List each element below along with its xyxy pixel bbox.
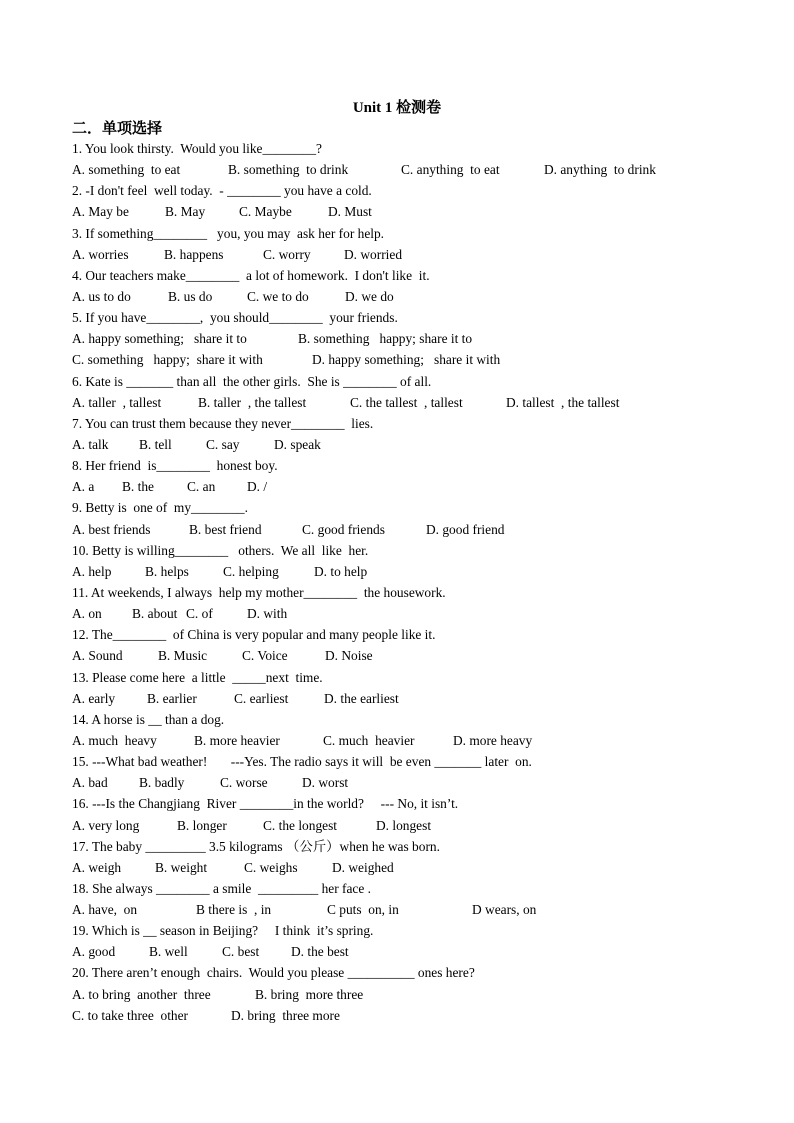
option-a: A. best friends <box>72 521 151 537</box>
option-b: B. bring more three <box>255 986 364 1002</box>
question-text: 11. At weekends, I always help my mother________ the housework. <box>72 584 446 600</box>
option-a: A. on <box>72 606 102 622</box>
question-text: 4. Our teachers make________ a lot of homework. I don't like it. <box>72 267 430 283</box>
option-b: B. more heavier <box>194 732 280 748</box>
option-a: A. talk <box>72 436 109 452</box>
question-text: 1. You look thirsty. Would you like________? <box>72 141 323 156</box>
option-c: C puts on, in <box>327 902 399 918</box>
question-text: 14. A horse is __ than a dog. <box>72 711 225 727</box>
option-d: D. to help <box>314 563 368 579</box>
options-row <box>72 815 762 836</box>
option-c: C. of <box>186 606 213 622</box>
options-row <box>72 730 762 751</box>
option-b: B. taller , the tallest <box>198 394 307 410</box>
option-d: D. longest <box>376 817 432 833</box>
option-b: B. something happy; share it to <box>298 331 473 347</box>
option-d: D. with <box>247 606 288 622</box>
option-d: D. / <box>247 479 268 495</box>
option-c: C. best <box>222 944 260 960</box>
option-a: A. Sound <box>72 648 123 664</box>
options-row <box>72 645 762 666</box>
option-c: C. an <box>187 479 216 495</box>
option-a: A. to bring another three <box>72 986 211 1002</box>
option-c: C. Maybe <box>239 204 292 220</box>
option-d: D. Must <box>328 204 372 220</box>
options-row <box>72 328 762 349</box>
option-a: A. May be <box>72 204 129 220</box>
options-row <box>72 1005 762 1026</box>
option-a: A. very long <box>72 817 140 833</box>
option-a: A. good <box>72 944 116 960</box>
options-row <box>72 476 762 497</box>
option-b: B. the <box>122 479 154 495</box>
page-title: Unit 1 检测卷 <box>352 100 442 116</box>
option-d: D. worried <box>344 246 403 262</box>
question-text: 2. -I don't feel well today. - ________ you have a cold. <box>72 183 372 199</box>
question-text: 12. The________ of China is very popular and many people like it. <box>72 627 436 643</box>
option-c: C. the longest <box>263 817 338 833</box>
option-a: A. much heavy <box>72 732 157 748</box>
question-text: 16. ---Is the Changjiang River ________in the world? --- No, it isn’t. <box>72 796 459 812</box>
option-a: A. a <box>72 479 95 495</box>
option-a: A. help <box>72 563 112 579</box>
option-d: D. good friend <box>426 521 505 537</box>
options-row <box>72 392 762 413</box>
question-text: 8. Her friend is________ honest boy. <box>72 458 278 474</box>
options-row <box>72 349 762 370</box>
section-heading: 二．单项选择 <box>72 121 163 137</box>
options-row <box>72 286 762 307</box>
option-c: C. worse <box>220 775 268 791</box>
options-row <box>72 434 762 455</box>
options-row <box>72 984 762 1005</box>
option-c: C. something happy; share it with <box>72 352 263 368</box>
option-c: C. much heavier <box>323 732 415 748</box>
option-c: C. we to do <box>247 288 309 304</box>
option-b: B. about <box>132 606 178 622</box>
options-row <box>72 603 762 624</box>
option-b: B. well <box>149 944 188 960</box>
option-b: B. something to drink <box>228 162 349 178</box>
question-text: 20. There aren’t enough chairs. Would you please __________ ones here? <box>72 965 475 981</box>
option-b: B there is , in <box>196 902 272 918</box>
option-d: D. speak <box>274 436 321 452</box>
option-c: C. good friends <box>302 521 385 537</box>
option-a: A. weigh <box>72 859 122 875</box>
question-text: 17. The baby _________ 3.5 kilograms （公斤）when he was born. <box>72 838 440 854</box>
option-d: D. bring three more <box>231 1007 340 1023</box>
options-row <box>72 159 762 180</box>
question-list <box>72 138 762 1026</box>
option-d: D. we do <box>345 288 394 304</box>
option-a: A. happy something; share it to <box>72 331 247 347</box>
option-c: C. the tallest , tallest <box>350 394 463 410</box>
question-text: 18. She always ________ a smile _________ her face . <box>72 880 371 896</box>
options-row <box>72 899 762 920</box>
option-d: D. happy something; share it with <box>312 352 501 368</box>
option-a: A. something to eat <box>72 162 181 178</box>
options-row <box>72 772 762 793</box>
options-row <box>72 941 762 962</box>
option-a: A. have, on <box>72 902 138 918</box>
question-text: 19. Which is __ season in Beijing? I think it’s spring. <box>72 923 374 939</box>
option-d: D wears, on <box>472 902 537 918</box>
option-a: A. early <box>72 690 116 706</box>
options-row <box>72 561 762 582</box>
question-text: 7. You can trust them because they never________ lies. <box>72 415 374 431</box>
option-d: D. Noise <box>325 648 373 664</box>
options-row <box>72 244 762 265</box>
option-a: A. worries <box>72 246 129 262</box>
option-c: C. weighs <box>244 859 298 875</box>
options-row <box>72 519 762 540</box>
option-b: B. us do <box>168 288 213 304</box>
options-row <box>72 857 762 878</box>
option-d: D. the earliest <box>324 690 399 706</box>
option-a: A. bad <box>72 775 108 791</box>
option-c: C. earliest <box>234 690 289 706</box>
option-c: C. to take three other <box>72 1007 189 1023</box>
option-b: B. helps <box>145 563 189 579</box>
option-d: D. worst <box>302 775 349 791</box>
option-b: B. best friend <box>189 521 262 537</box>
question-text: 5. If you have________, you should________ your friends. <box>72 310 398 326</box>
question-text: 9. Betty is one of my________. <box>72 500 248 516</box>
options-row <box>72 688 762 709</box>
option-b: B. May <box>165 204 206 220</box>
option-b: B. badly <box>139 775 185 791</box>
option-d: D. anything to drink <box>544 162 656 178</box>
option-d: D. the best <box>291 944 349 960</box>
question-text: 13. Please come here a little _____next time. <box>72 669 323 685</box>
option-c: C. anything to eat <box>401 162 500 178</box>
option-b: B. happens <box>164 246 224 262</box>
option-b: B. earlier <box>147 690 197 706</box>
option-a: A. taller , tallest <box>72 394 162 410</box>
question-text: 15. ---What bad weather! ---Yes. The radio says it will be even _______ later on. <box>72 754 532 770</box>
option-a: A. us to do <box>72 288 131 304</box>
question-text: 3. If something________ you, you may ask her for help. <box>72 225 385 241</box>
option-c: C. helping <box>223 563 279 579</box>
option-c: C. say <box>206 436 240 452</box>
question-text: 10. Betty is willing________ others. We all like her. <box>72 542 369 558</box>
option-d: D. weighed <box>332 859 394 875</box>
option-b: B. tell <box>139 436 172 452</box>
option-d: D. tallest , the tallest <box>506 394 620 410</box>
option-c: C. Voice <box>242 648 288 664</box>
options-row <box>72 201 762 222</box>
option-b: B. Music <box>158 648 208 664</box>
question-text: 6. Kate is _______ than all the other girls. She is ________ of all. <box>72 373 432 389</box>
option-b: B. longer <box>177 817 227 833</box>
option-b: B. weight <box>155 859 208 875</box>
option-c: C. worry <box>263 246 311 262</box>
option-d: D. more heavy <box>453 732 533 748</box>
